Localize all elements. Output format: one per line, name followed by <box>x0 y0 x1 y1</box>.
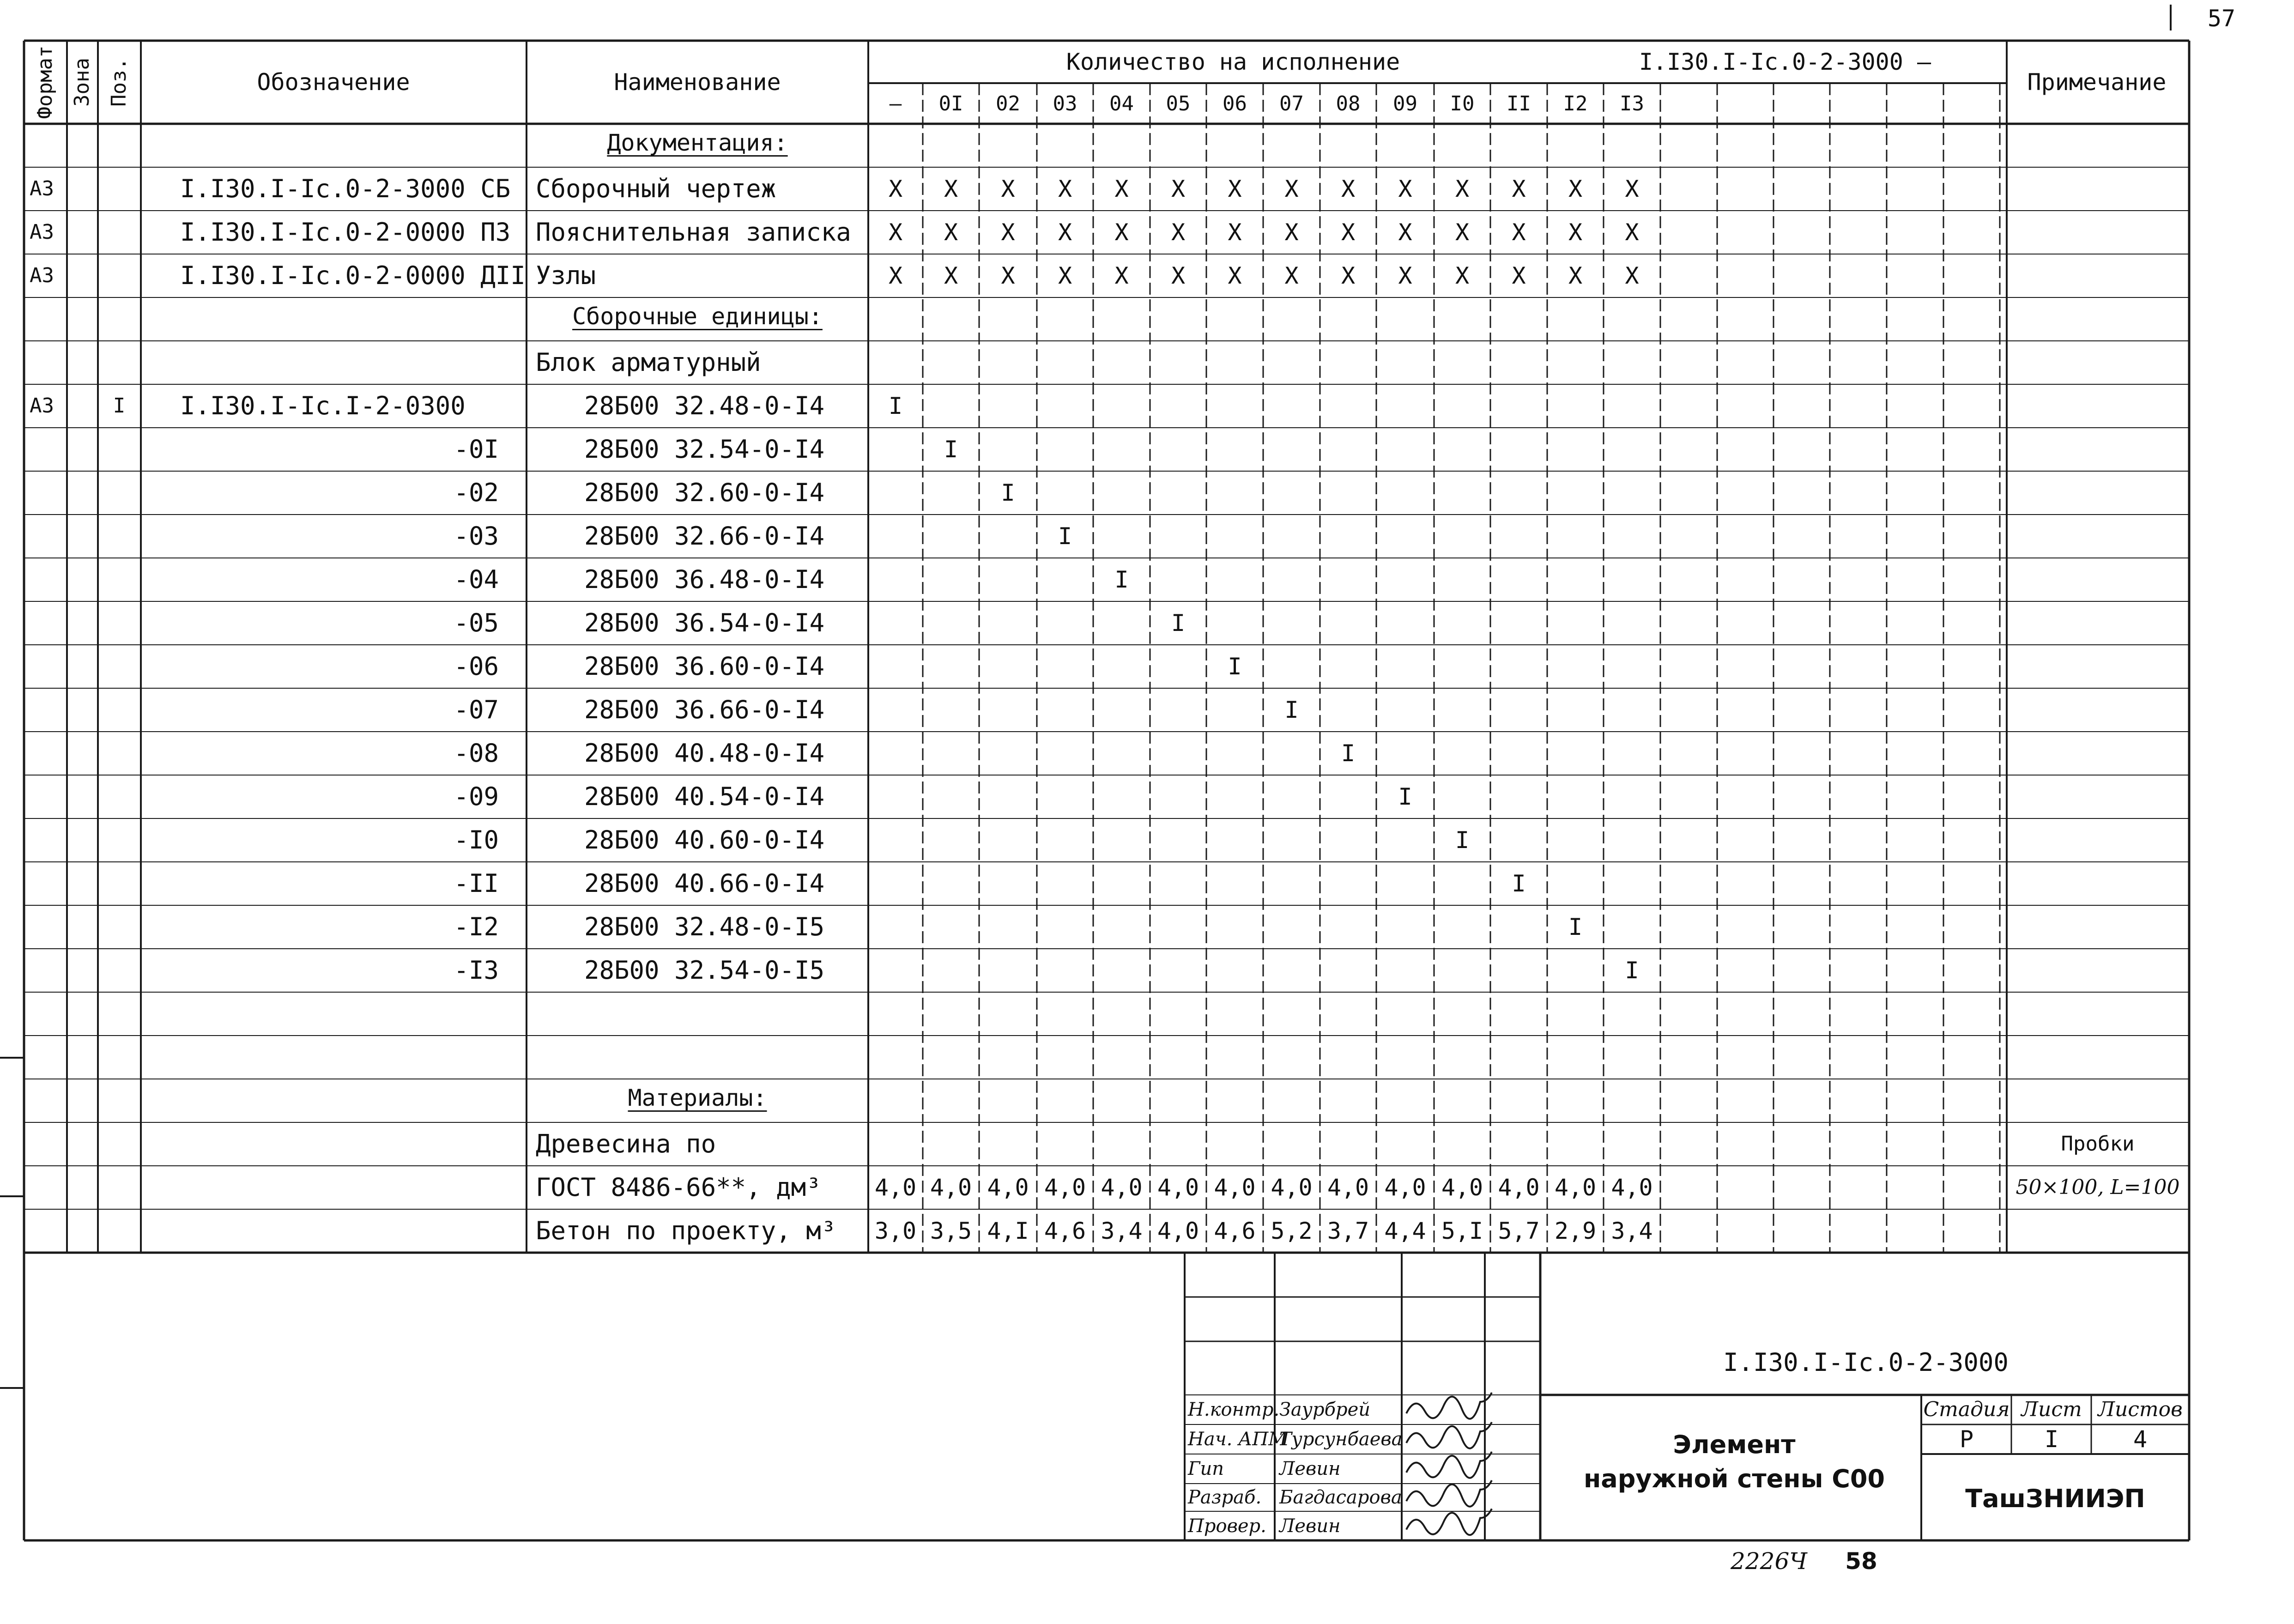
quantity-cell: 4,0 <box>1441 1174 1483 1201</box>
designation-cell: -02 <box>454 478 499 507</box>
variant-header: 03 <box>1053 92 1077 115</box>
quantity-cell: I <box>1114 566 1129 593</box>
quantity-cell: 5,2 <box>1271 1218 1313 1244</box>
name-cell: 28Б00 36.60-0-I4 <box>584 652 825 681</box>
quantity-cell: I <box>1001 479 1015 506</box>
signature-name: Левин <box>1279 1458 1341 1479</box>
designation-cell: -03 <box>454 521 499 551</box>
quantity-cell: 4,0 <box>1554 1174 1597 1201</box>
quantity-cell: 3,7 <box>1327 1218 1369 1244</box>
signature-role: Провер. <box>1188 1515 1266 1537</box>
sheet-value: I <box>2044 1426 2059 1453</box>
quantity-cell: I <box>1058 523 1072 550</box>
zone-cell: I <box>113 394 126 418</box>
quantity-cell: 4,0 <box>1384 1174 1426 1201</box>
quantity-cell: X <box>1625 219 1639 246</box>
title-line2: наружной стены С00 <box>1583 1464 1885 1493</box>
name-cell: 28Б00 32.54-0-I5 <box>584 956 825 985</box>
quantity-cell: X <box>944 262 958 289</box>
quantity-cell: X <box>1171 262 1186 289</box>
quantity-cell: 4,0 <box>1157 1218 1199 1244</box>
quantity-cell: X <box>1398 262 1412 289</box>
designation-cell: -07 <box>454 695 499 724</box>
quantity-cell: X <box>1284 219 1299 246</box>
designation-cell: -I3 <box>454 956 499 985</box>
quantity-cell: X <box>1341 176 1356 202</box>
name-cell: ГОСТ 8486-66**, дм³ <box>536 1173 821 1202</box>
variant-header: II <box>1507 92 1531 115</box>
name-header: Наименование <box>614 69 781 96</box>
quantity-cell: 3,0 <box>874 1218 917 1244</box>
quantity-cell: X <box>1568 219 1583 246</box>
quantity-cell: 4,0 <box>1498 1174 1540 1201</box>
quantity-cell: I <box>1341 740 1356 767</box>
quantity-cell: X <box>1455 219 1470 246</box>
variant-header: 09 <box>1393 92 1417 115</box>
organization: ТашЗНИИЭП <box>1965 1484 2145 1513</box>
zone-header: Зона <box>70 58 94 107</box>
quantity-cell: X <box>888 262 903 289</box>
quantity-cell: I <box>1455 827 1470 854</box>
quantity-cell: X <box>1455 176 1470 202</box>
quantity-cell: X <box>1341 262 1356 289</box>
name-cell: Бетон по проекту, м³ <box>536 1216 836 1245</box>
designation-cell: -08 <box>454 739 499 768</box>
designation-cell: I.I30.I-Ic.I-2-0300 <box>180 391 466 420</box>
name-cell: 28Б00 40.48-0-I4 <box>584 739 825 768</box>
designation-cell: I.I30.I-Ic.0-2-0000 ДII <box>180 261 526 290</box>
quantity-cell: X <box>1568 262 1583 289</box>
quantity-cell: 4,0 <box>987 1174 1029 1201</box>
quantity-cell: X <box>1114 176 1129 202</box>
quantity-cell: 4,0 <box>1611 1174 1653 1201</box>
quantity-cell: X <box>1114 219 1129 246</box>
quantity-cell: X <box>1284 262 1299 289</box>
quantity-cell: 2,9 <box>1554 1218 1597 1244</box>
format-header: Формат <box>33 45 57 119</box>
quantity-header: Количество на исполнение <box>1066 48 1400 75</box>
signature-name: Багдасарова <box>1279 1487 1402 1508</box>
quantity-cell: I <box>1228 653 1242 680</box>
sheets-value: 4 <box>2133 1426 2148 1453</box>
section-heading: Документация: <box>607 129 788 156</box>
variant-header: I3 <box>1620 92 1644 115</box>
page-number: 57 <box>2207 5 2236 32</box>
name-cell: Сборочный чертеж <box>536 174 776 203</box>
signature-role: Разраб. <box>1188 1487 1262 1508</box>
signature-role: Нач. АПМ <box>1188 1429 1288 1450</box>
quantity-cell: X <box>1455 262 1470 289</box>
quantity-cell: 3,5 <box>930 1218 972 1244</box>
variant-header: 04 <box>1109 92 1134 115</box>
format-cell: A3 <box>30 394 54 418</box>
variant-header: I0 <box>1450 92 1475 115</box>
designation-cell: -0I <box>454 435 499 464</box>
doc-number: I.I30.I-Ic.0-2-3000 <box>1723 1348 2009 1377</box>
section-heading: Материалы: <box>628 1085 767 1111</box>
section-heading: Сборочные единицы: <box>572 303 823 330</box>
quantity-cell: X <box>1512 219 1526 246</box>
variant-header: 0I <box>938 92 963 115</box>
quantity-cell: X <box>888 219 903 246</box>
signature-role: Н.контр. <box>1188 1399 1280 1420</box>
designation-cell: -05 <box>454 608 499 637</box>
name-cell: 28Б00 32.54-0-I4 <box>584 435 825 464</box>
quantity-cell: 4,0 <box>930 1174 972 1201</box>
quantity-cell: 5,I <box>1441 1218 1483 1244</box>
title-line1: Элемент <box>1673 1430 1796 1459</box>
signature-name: Турсунбаева <box>1279 1429 1403 1450</box>
variant-header: – <box>889 92 902 115</box>
variant-header: 08 <box>1336 92 1361 115</box>
quantity-cell: 4,6 <box>1214 1218 1256 1244</box>
quantity-cell: X <box>1058 219 1072 246</box>
designation-cell: -II <box>454 869 499 898</box>
name-cell: Блок арматурный <box>536 348 761 377</box>
quantity-cell: X <box>888 176 903 202</box>
quantity-cell: 3,4 <box>1101 1218 1143 1244</box>
name-cell: 28Б00 32.48-0-I5 <box>584 912 825 941</box>
quantity-cell: X <box>1228 262 1242 289</box>
quantity-cell: X <box>1512 262 1526 289</box>
variant-header: 06 <box>1223 92 1247 115</box>
quantity-cell: X <box>1398 176 1412 202</box>
quantity-cell: 4,0 <box>874 1174 917 1201</box>
quantity-cell: X <box>1001 176 1015 202</box>
note-cell: 50×100, L=100 <box>2016 1176 2180 1199</box>
designation-cell: I.I30.I-Ic.0-2-3000 СБ <box>180 174 511 203</box>
quantity-cell: 3,4 <box>1611 1218 1653 1244</box>
name-cell: 28Б00 36.66-0-I4 <box>584 695 825 724</box>
format-cell: A3 <box>30 264 54 287</box>
format-cell: A3 <box>30 177 54 200</box>
quantity-cell: I <box>1284 697 1299 723</box>
quantity-cell: 4,0 <box>1271 1174 1313 1201</box>
variant-header: 05 <box>1166 92 1191 115</box>
designation-cell: -09 <box>454 782 499 811</box>
quantity-cell: X <box>1568 176 1583 202</box>
note-header: Примечание <box>2027 69 2167 96</box>
quantity-cell: X <box>1001 219 1015 246</box>
name-cell: 28Б00 36.54-0-I4 <box>584 608 825 637</box>
quantity-cell: X <box>1284 176 1299 202</box>
quantity-cell: 4,4 <box>1384 1218 1426 1244</box>
quantity-cell: X <box>1058 262 1072 289</box>
quantity-cell: I <box>1568 914 1583 940</box>
name-cell: 28Б00 32.66-0-I4 <box>584 521 825 551</box>
name-cell: Пояснительная записка <box>536 218 851 247</box>
name-cell: 28Б00 40.60-0-I4 <box>584 825 825 854</box>
quantity-cell: X <box>1625 262 1639 289</box>
name-cell: 28Б00 32.60-0-I4 <box>584 478 825 507</box>
signature-name: Заурбрей <box>1279 1399 1371 1420</box>
designation-cell: I.I30.I-Ic.0-2-0000 ПЗ <box>180 218 511 247</box>
quantity-cell: X <box>1171 219 1186 246</box>
designation-cell: -04 <box>454 565 499 594</box>
quantity-cell: I <box>1398 783 1412 810</box>
quantity-cell: X <box>1398 219 1412 246</box>
quantity-cell: I <box>888 393 903 419</box>
signature-role: Гип <box>1188 1458 1224 1479</box>
quantity-cell: 4,0 <box>1101 1174 1143 1201</box>
stage-value: Р <box>1959 1426 1974 1453</box>
quantity-cell: 4,0 <box>1157 1174 1199 1201</box>
quantity-cell: X <box>1058 176 1072 202</box>
name-cell: 28Б00 40.66-0-I4 <box>584 869 825 898</box>
quantity-cell: X <box>1512 176 1526 202</box>
variant-header: 02 <box>996 92 1020 115</box>
quantity-cell: X <box>944 219 958 246</box>
quantity-cell: I <box>1625 957 1639 984</box>
note-cell: Пробки <box>2061 1132 2135 1156</box>
designation-cell: -I0 <box>454 825 499 854</box>
sheet-label: Лист <box>2021 1398 2082 1421</box>
name-cell: 28Б00 40.54-0-I4 <box>584 782 825 811</box>
footer-page: 58 <box>1845 1548 1877 1575</box>
quantity-cell: X <box>1625 176 1639 202</box>
quantity-cell: X <box>1228 219 1242 246</box>
pos-header: Поз. <box>107 58 131 107</box>
quantity-cell: 4,I <box>987 1218 1029 1244</box>
variant-header: I2 <box>1563 92 1588 115</box>
quantity-cell: I <box>1512 870 1526 897</box>
quantity-cell: 4,0 <box>1327 1174 1369 1201</box>
name-cell: Узлы <box>536 261 596 290</box>
quantity-cell: 4,0 <box>1214 1174 1256 1201</box>
designation-cell: -06 <box>454 652 499 681</box>
quantity-cell: X <box>944 176 958 202</box>
doc-ref-header: I.I30.I-Ic.0-2-3000 — <box>1639 48 1931 75</box>
quantity-cell: X <box>1228 176 1242 202</box>
quantity-cell: X <box>1341 219 1356 246</box>
name-cell: 28Б00 32.48-0-I4 <box>584 391 825 420</box>
quantity-cell: X <box>1001 262 1015 289</box>
quantity-cell: X <box>1114 262 1129 289</box>
quantity-cell: X <box>1171 176 1186 202</box>
quantity-cell: I <box>1171 610 1186 636</box>
name-cell: Древесина по <box>536 1129 716 1158</box>
signature-name: Левин <box>1279 1515 1341 1537</box>
format-cell: A3 <box>30 220 54 244</box>
stage-label: Стадия <box>1923 1398 2010 1421</box>
variant-header: 07 <box>1279 92 1304 115</box>
quantity-cell: I <box>944 436 958 463</box>
quantity-cell: 5,7 <box>1498 1218 1540 1244</box>
name-cell: 28Б00 36.48-0-I4 <box>584 565 825 594</box>
sheets-label: Листов <box>2098 1398 2183 1421</box>
quantity-cell: 4,6 <box>1044 1218 1086 1244</box>
stamp-number: 2226Ч <box>1731 1548 1807 1575</box>
quantity-cell: 4,0 <box>1044 1174 1086 1201</box>
designation-header: Обозначение <box>257 69 410 96</box>
designation-cell: -I2 <box>454 912 499 941</box>
